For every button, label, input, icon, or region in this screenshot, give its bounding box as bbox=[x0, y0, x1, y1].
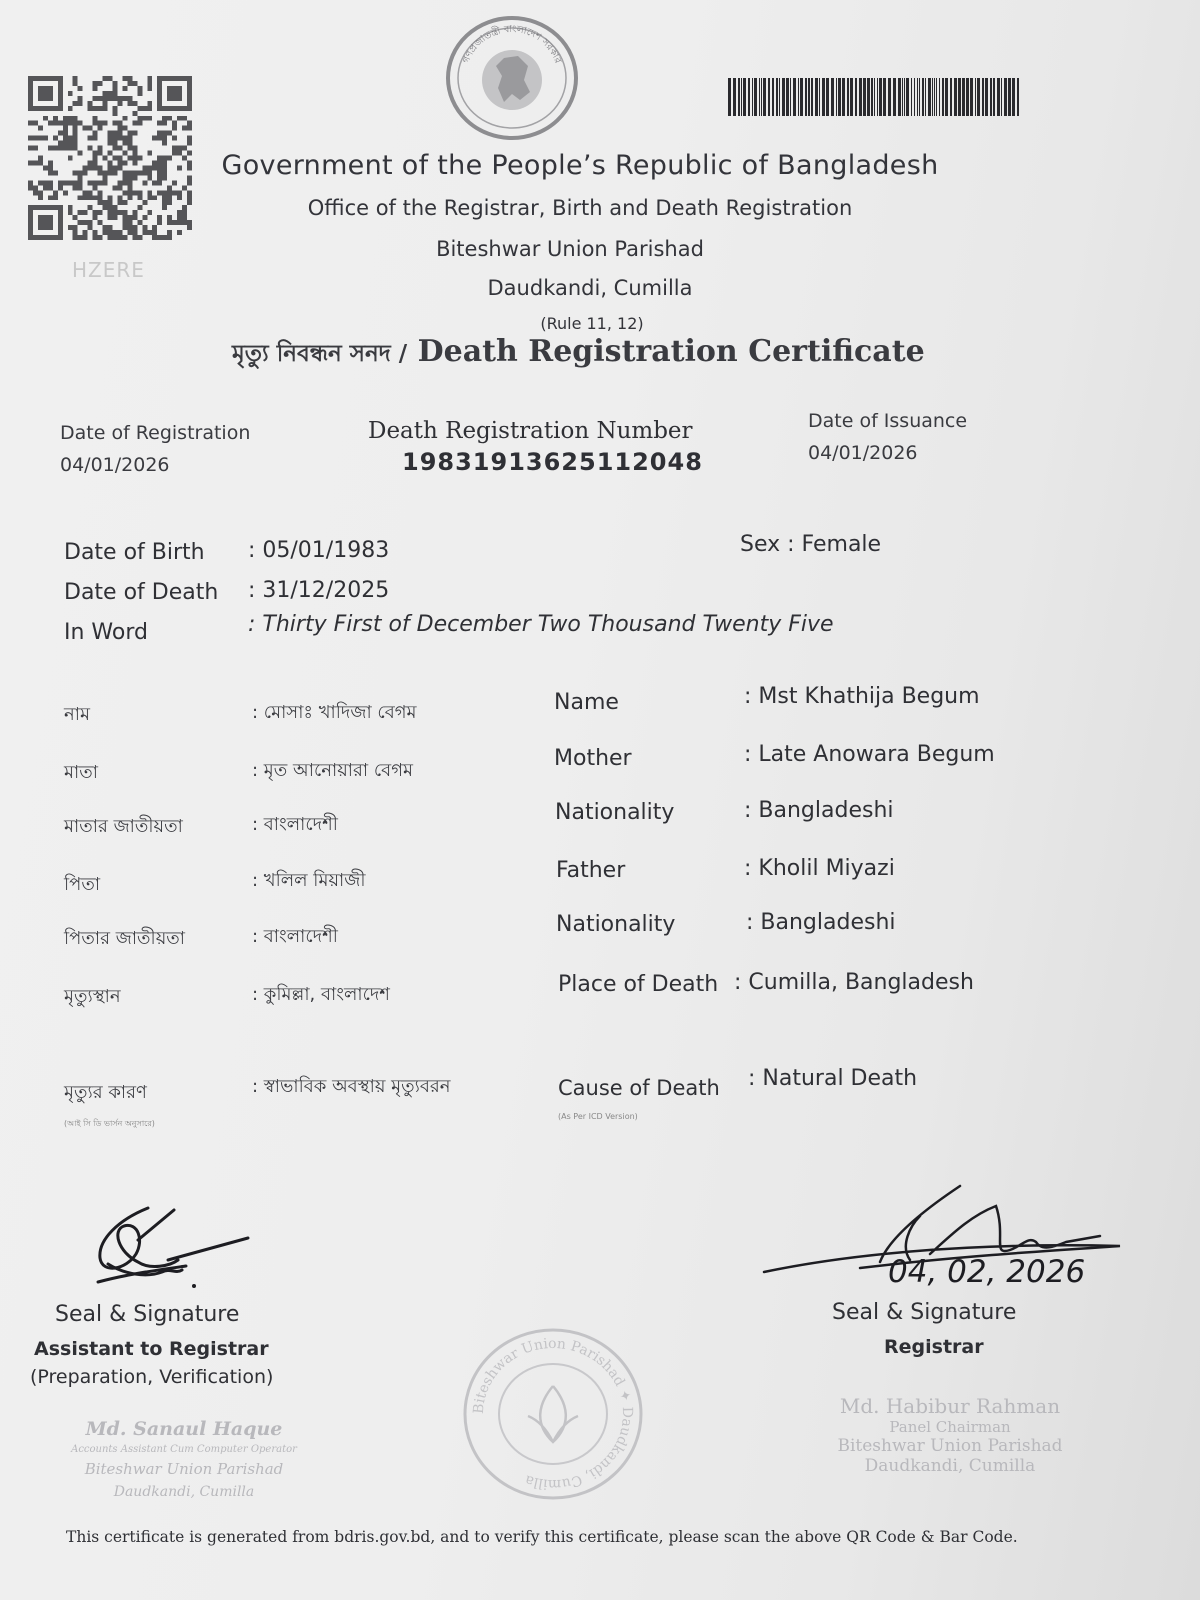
bn-place-of-death-value: : কুমিল্লা, বাংলাদেশ bbox=[252, 984, 390, 1005]
mother-label: Mother bbox=[554, 746, 632, 771]
bn-name-label: নাম bbox=[64, 704, 90, 725]
left-seal-caption: Seal & Signature bbox=[55, 1302, 240, 1327]
father-nationality-value: : Bangladeshi bbox=[746, 910, 896, 935]
right-stamp-office: Biteshwar Union Parishad bbox=[837, 1436, 1063, 1456]
left-role-sub: (Preparation, Verification) bbox=[30, 1366, 274, 1388]
sex-value: Sex : Female bbox=[740, 532, 882, 557]
issuance-date-value: 04/01/2026 bbox=[808, 442, 918, 464]
inword-value: : Thirty First of December Two Thousand Twenty Five bbox=[248, 612, 834, 637]
left-stamp-name: Md. Sanaul Haque bbox=[85, 1418, 283, 1440]
father-nationality-label: Nationality bbox=[556, 912, 676, 937]
left-stamp-office: Biteshwar Union Parishad bbox=[84, 1460, 284, 1478]
registration-date-value: 04/01/2026 bbox=[60, 454, 170, 476]
certificate-title bbox=[232, 334, 925, 374]
bn-father-value: : খলিল মিয়াজী bbox=[252, 870, 366, 891]
bn-name-value: : মোসাঃ খাদিজা বেগম bbox=[252, 702, 417, 723]
dob-label: Date of Birth bbox=[64, 540, 205, 565]
cause-note: (As Per ICD Version) bbox=[558, 1112, 638, 1121]
left-stamp-place: Daudkandi, Cumilla bbox=[113, 1484, 255, 1500]
title-english: Death Registration Certificate bbox=[407, 334, 925, 369]
right-stamp-title: Panel Chairman bbox=[889, 1418, 1011, 1436]
dob-value: : 05/01/1983 bbox=[248, 538, 390, 563]
qr-code-text: HZERE bbox=[72, 258, 145, 282]
mother-value: : Late Anowara Begum bbox=[744, 742, 995, 767]
father-value: : Kholil Miyazi bbox=[744, 856, 895, 881]
dod-label: Date of Death bbox=[64, 580, 219, 605]
right-stamp-name: Md. Habibur Rahman bbox=[839, 1394, 1061, 1418]
bn-cause-note: (আই সি ডি ভার্সন অনুসারে) bbox=[64, 1119, 155, 1128]
bn-father-nationality-value: : বাংলাদেশী bbox=[252, 926, 338, 947]
barcode bbox=[728, 78, 1020, 116]
right-seal-caption: Seal & Signature bbox=[832, 1300, 1017, 1325]
header-government: Government of the People’s Republic of Bangladesh bbox=[221, 150, 939, 181]
bn-place-of-death-label: মৃত্যুস্থান bbox=[64, 986, 121, 1007]
registrar-signature-date: 04, 02, 2026 bbox=[888, 1254, 1086, 1286]
registration-number-value: 19831913625112048 bbox=[402, 448, 703, 476]
emblem-text: গণপ্রজাতন্ত্রী বাংলাদেশ সরকার bbox=[460, 23, 564, 65]
header-union: Biteshwar Union Parishad bbox=[436, 237, 704, 261]
footer-verification-note: This certificate is generated from bdris.gov.bd, and to verify this certificate, please scan the above QR Code & Bar Code. bbox=[66, 1528, 1018, 1546]
union-parishad-seal-icon bbox=[458, 1324, 648, 1504]
government-emblem-icon bbox=[442, 14, 582, 142]
father-label: Father bbox=[556, 858, 626, 883]
registration-date-label: Date of Registration bbox=[60, 422, 251, 444]
assistant-signature-icon bbox=[78, 1200, 258, 1300]
name-label: Name bbox=[554, 690, 619, 715]
right-role: Registrar bbox=[884, 1336, 984, 1358]
bn-mother-nationality-value: : বাংলাদেশী bbox=[252, 814, 338, 835]
name-value: : Mst Khathija Begum bbox=[744, 684, 980, 709]
header-location: Daudkandi, Cumilla bbox=[487, 276, 693, 300]
header-office: Office of the Registrar, Birth and Death Registration bbox=[307, 196, 853, 220]
registration-number-label: Death Registration Number bbox=[368, 418, 693, 444]
bn-cause-label: মৃত্যুর কারণ bbox=[64, 1082, 147, 1103]
bn-mother-label: মাতা bbox=[64, 762, 98, 783]
issuance-date-label: Date of Issuance bbox=[808, 410, 968, 432]
place-of-death-value: : Cumilla, Bangladesh bbox=[734, 970, 974, 995]
svg-text:Biteshwar Union Parishad ✦ Dau bbox=[471, 1336, 635, 1492]
bn-mother-nationality-label: মাতার জাতীয়তা bbox=[64, 816, 183, 837]
mother-nationality-value: : Bangladeshi bbox=[744, 798, 894, 823]
dod-value: : 31/12/2025 bbox=[248, 578, 390, 603]
header-rule: (Rule 11, 12) bbox=[540, 314, 644, 333]
center-seal-text: Biteshwar Union Parishad ✦ Daudkandi, Cumilla bbox=[470, 1335, 636, 1493]
mother-nationality-label: Nationality bbox=[555, 800, 675, 825]
title-bangla: মৃত্যু নিবন্ধন সনদ / bbox=[232, 341, 408, 367]
cause-label: Cause of Death bbox=[558, 1076, 720, 1100]
right-stamp-place: Daudkandi, Cumilla bbox=[864, 1456, 1036, 1476]
left-stamp-title: Accounts Assistant Cum Computer Operator bbox=[71, 1444, 297, 1455]
bn-father-nationality-label: পিতার জাতীয়তা bbox=[64, 928, 186, 949]
registrar-signature-icon bbox=[760, 1176, 1130, 1286]
left-role: Assistant to Registrar bbox=[34, 1338, 269, 1360]
inword-label: In Word bbox=[64, 620, 148, 645]
bn-mother-value: : মৃত আনোয়ারা বেগম bbox=[252, 760, 413, 781]
place-of-death-label: Place of Death bbox=[558, 972, 719, 997]
cause-value: : Natural Death bbox=[748, 1066, 918, 1091]
bn-father-label: পিতা bbox=[64, 874, 101, 895]
bn-cause-value: : স্বাভাবিক অবস্থায় মৃত্যুবরন bbox=[252, 1076, 451, 1097]
